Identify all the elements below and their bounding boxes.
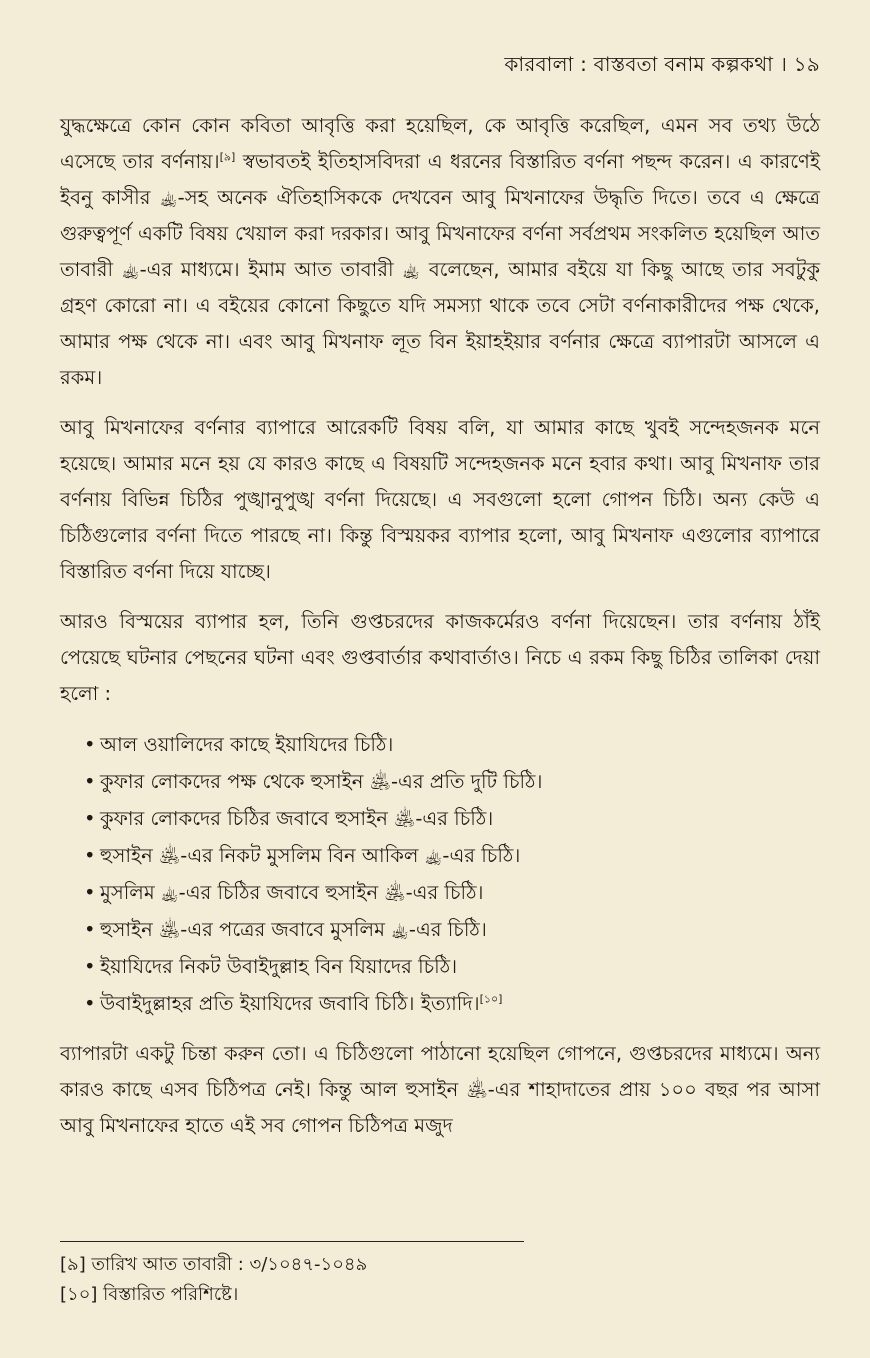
footnote-divider: [60, 1241, 524, 1242]
letters-list: [60, 726, 820, 1022]
paragraph-2: আবু মিখনাফের বর্ণনার ব্যাপারে আরেকটি বিষয় বলি, যা আমার কাছে খুবই সন্দেহজনক মনে হয়েছে। আমার মনে হয় যে কারও কাছে এ বিষয়টি সন্দেহজনক মনে হবার কথা। আবু মিখনাফ তার বর্ণনায় বিভিন্ন চিঠির পুঙ্খানুপুঙ্খ বর্ণনা দিয়েছে। এ সবগুলো হলো গোপন চিঠি। অন্য কেউ এ চিঠিগুলোর বর্ণনা দিতে পারছে না। কিন্তু বিস্ময়কর ব্যাপার হলো, আবু মিখনাফ এগুলোর ব্যাপারে বিস্তারিত বর্ণনা দিয়ে যাচ্ছে।: [60, 416, 820, 583]
footnote-9: [৯] তারিখ আত তাবারী : ৩/১০৪৭-১০৪৯: [60, 1254, 368, 1275]
list-item: • হুসাইন ﵁-এর নিকট মুসলিম বিন আকিল ﵀-এর চিঠি।: [84, 837, 820, 874]
list-item: • ইয়াযিদের নিকট উবাইদুল্লাহ বিন যিয়াদের চিঠি।: [84, 948, 820, 985]
footnote-ref-9: [৯]: [219, 150, 236, 164]
footnote-ref-10: [১০]: [479, 992, 503, 1006]
list-item: • আল ওয়ালিদের কাছে ইয়াযিদের চিঠি।: [84, 726, 820, 763]
list-item: [84, 985, 820, 1022]
paragraph-1-continued: স্বভাবতই ইতিহাসবিদরা এ ধরনের বিস্তারিত বর্ণনা পছন্দ করেন। এ কারণেই ইবনু কাসীর ﵀-সহ অনেক ঐতিহাসিককে দেখবেন আবু মিখনাফের উদ্ধৃতি দিতে। তবে এ ক্ষেত্রে গুরুত্বপূর্ণ একটি বিষয় খেয়াল করা দরকার। আবু মিখনাফের বর্ণনা সর্বপ্রথম সংকলিত হয়েছিল আত তাবারী ﵀-এর মাধ্যমে। ইমাম আত তাবারী ﵀ বলেছেন, আমার বইয়ে যা কিছু আছে তার সবটুকু গ্রহণ কোরো না। এ বইয়ের কোনো কিছুতে যদি সমস্যা থাকে তবে সেটা বর্ণনাকারীদের পক্ষ থেকে, আমার পক্ষ থেকে না। এবং আবু মিখনাফ লূত বিন ইয়াহইয়ার বর্ণনার ক্ষেত্রে ব্যাপারটা আসলে এ রকম।: [60, 150, 820, 389]
closing-paragraph: ব্যাপারটা একটু চিন্তা করুন তো। এ চিঠিগুলো পাঠানো হয়েছিল গোপনে, গুপ্তচরদের মাধ্যমে। অন্য কারও কাছে এসব চিঠিপত্র নেই। কিন্তু আল হুসাইন ﵁-এর শাহাদাতের প্রায় ১০০ বছর পর আসা আবু মিখনাফের হাতে এই সব গোপন চিঠিপত্র মজুদ: [60, 1042, 820, 1137]
paragraph-3: আরও বিস্ময়ের ব্যাপার হল, তিনি গুপ্তচরদের কাজকর্মেরও বর্ণনা দিয়েছেন। তার বর্ণনায় ঠাঁই পেয়েছে ঘটনার পেছনের ঘটনা এবং গুপ্তবার্তার কথাবার্তাও। নিচে এ রকম কিছু চিঠির তালিকা দেয়া হলো :: [60, 610, 820, 705]
paragraph-1-text: যুদ্ধক্ষেত্রে কোন কোন কবিতা আবৃত্তি করা হয়েছিল, কে আবৃত্তি করেছিল, এমন সব তথ্য উঠে এসেছে তার বর্ণনায়।: [60, 114, 820, 173]
list-item-text: উবাইদুল্লাহর প্রতি ইয়াযিদের জবাবি চিঠি। ইত্যাদি।: [100, 992, 480, 1015]
running-header: কারবালা : বাস্তবতা বনাম কল্পকথা । ১৯: [504, 52, 820, 76]
paragraph-1: [60, 108, 820, 396]
body-text: [60, 108, 820, 1158]
list-item: • মুসলিম ﵀-এর চিঠির জবাবে হুসাইন ﵁-এর চিঠি।: [84, 874, 820, 911]
list-item: • হুসাইন ﵁-এর পত্রের জবাবে মুসলিম ﵀-এর চিঠি।: [84, 911, 820, 948]
list-item: • কুফার লোকদের পক্ষ থেকে হুসাইন ﵁-এর প্রতি দুটি চিঠি।: [84, 763, 820, 800]
list-item: • কুফার লোকদের চিঠির জবাবে হুসাইন ﵁-এর চিঠি।: [84, 800, 820, 837]
footnotes: [60, 1250, 820, 1310]
footnote-10: [১০] বিস্তারিত পরিশিষ্টে।: [60, 1284, 239, 1305]
